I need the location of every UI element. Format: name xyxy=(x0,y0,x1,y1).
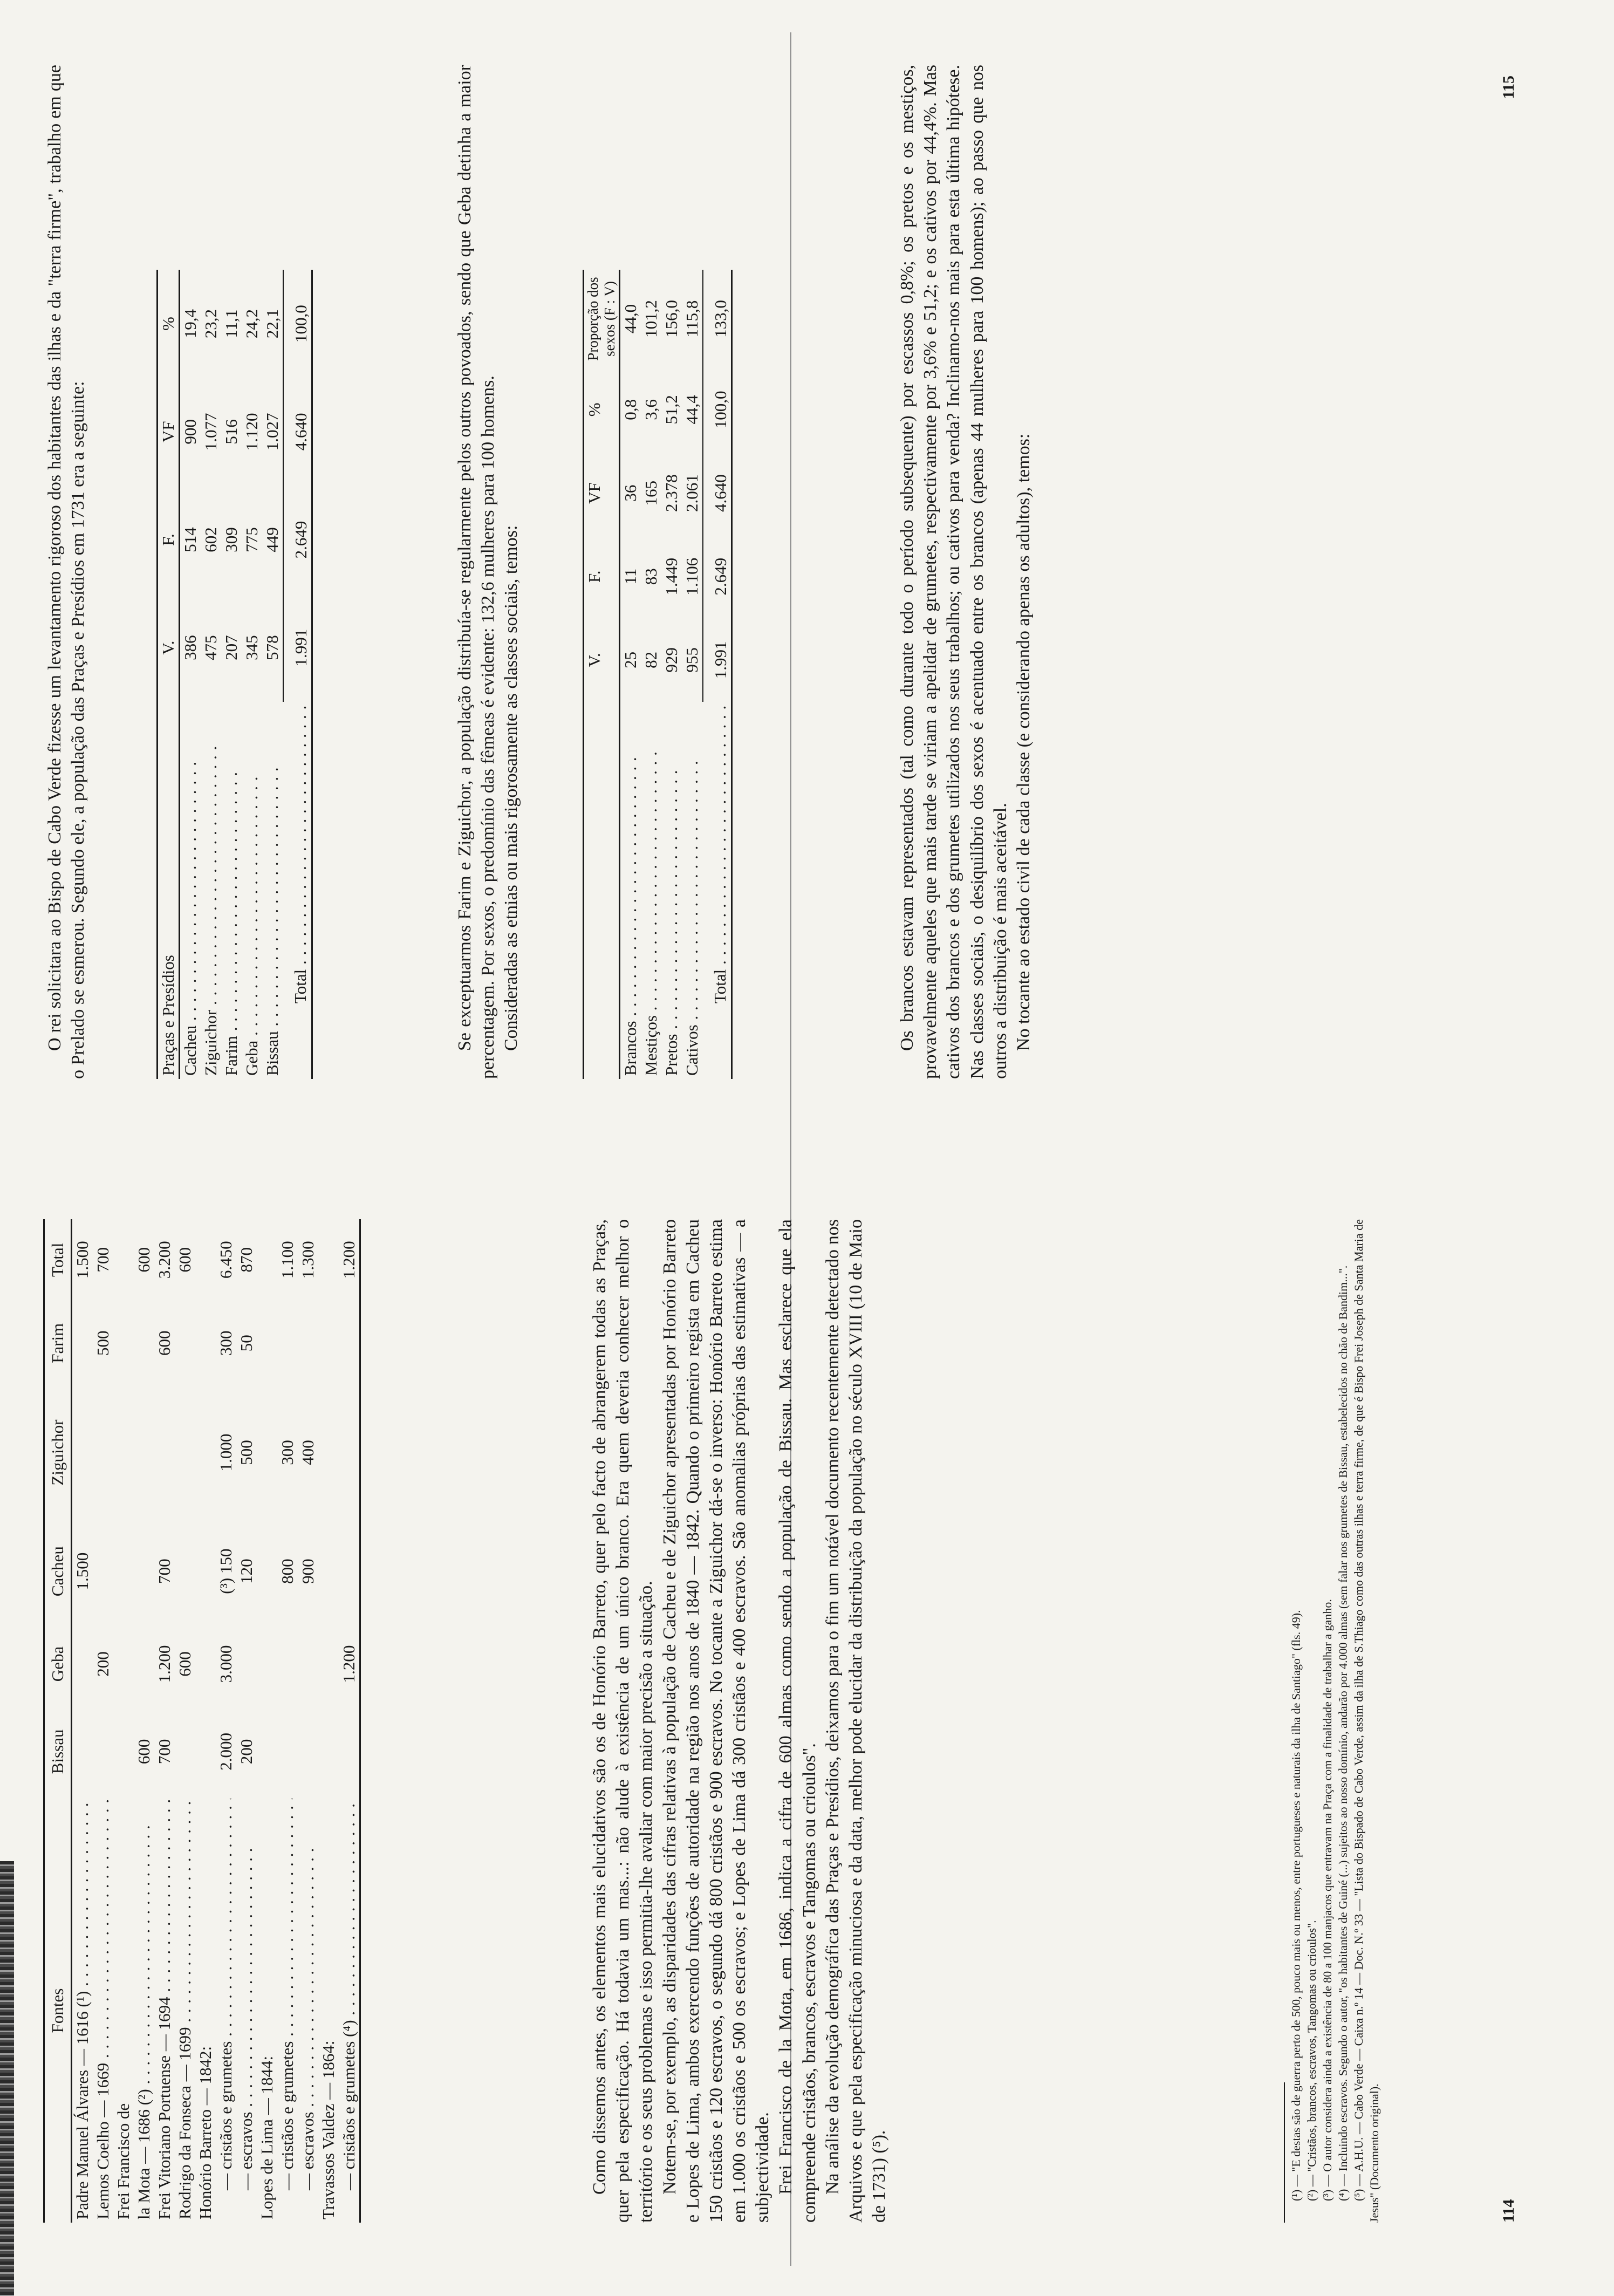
table-cell: 83 xyxy=(641,568,660,585)
column-header: Cacheu xyxy=(48,1546,67,1597)
table-cell: 101,2 xyxy=(641,300,660,338)
table-row xyxy=(134,1219,154,2223)
page-number: 115 xyxy=(1500,76,1517,99)
table-cell xyxy=(134,1301,154,1386)
table-cell: 600 xyxy=(175,1247,194,1273)
table2-header-row xyxy=(584,270,620,1079)
column-header xyxy=(584,702,620,1079)
table-row xyxy=(262,270,283,1079)
table-cell: 345 xyxy=(242,635,261,660)
population-by-class-table xyxy=(583,270,733,1079)
total-cell: 100,0 xyxy=(283,270,312,378)
table-cell: 1.027 xyxy=(263,413,282,451)
table-cell: 516 xyxy=(222,419,241,445)
table2-head xyxy=(584,270,620,1079)
table-cell xyxy=(113,1386,134,1519)
table-cell xyxy=(93,1386,113,1519)
table-row xyxy=(318,1219,339,2223)
column-header: % xyxy=(585,402,604,417)
row-label: Rodrigo da Fonseca — 1699 . . . xyxy=(175,1799,195,2223)
paragraph: Consideradas as etnias ou mais rigorosamente as classes sociais, temos: xyxy=(501,525,522,1051)
table-row xyxy=(195,1219,216,2223)
table-cell: 500 xyxy=(237,1440,256,1465)
table-cell xyxy=(277,1705,298,1799)
row-label: — cristãos e grumetes . . . xyxy=(277,1799,298,2223)
table-cell xyxy=(113,1519,134,1623)
total-cell: 133,0 xyxy=(703,270,732,368)
table-cell: 22,1 xyxy=(263,309,282,339)
table-cell: 36 xyxy=(621,484,640,502)
table-cell xyxy=(277,1301,298,1386)
table-row xyxy=(641,270,661,1079)
page-number: 114 xyxy=(1500,2199,1517,2223)
row-label: Lopes de Lima — 1844: xyxy=(257,2055,276,2219)
table-cell: 2.000 xyxy=(216,1732,235,1771)
table2-body xyxy=(620,270,732,1079)
table-cell xyxy=(339,1301,360,1386)
table-cell xyxy=(318,1519,339,1623)
table-cell xyxy=(175,1519,195,1623)
table-cell xyxy=(257,1219,277,1301)
table-cell: 775 xyxy=(242,527,261,552)
table-cell: 870 xyxy=(237,1247,256,1273)
table-cell xyxy=(257,1386,277,1519)
column-header: Bissau xyxy=(48,1729,67,1774)
table-cell xyxy=(318,1623,339,1704)
column-header: % xyxy=(159,317,177,331)
footnote: (³) — O autor considera ainda a existência de 80 a 100 manjacos que entravam na Praça com a finalidade de trabalhar a ganho. xyxy=(1321,1599,1335,2201)
table-cell xyxy=(298,1301,318,1386)
table-cell: 449 xyxy=(263,527,282,552)
column-header: Geba xyxy=(48,1646,67,1682)
table-row xyxy=(201,270,221,1079)
table-cell: 1.500 xyxy=(73,1241,92,1279)
footnotes xyxy=(1284,1219,1382,2223)
table-row xyxy=(175,1219,195,2223)
sources-table-head xyxy=(44,1219,72,2223)
table-row xyxy=(298,1219,318,2223)
footnote-rule xyxy=(1284,2082,1285,2223)
total-row xyxy=(703,270,732,1079)
table-cell: 600 xyxy=(175,1651,194,1677)
table-row xyxy=(154,1219,175,2223)
table-cell xyxy=(93,1519,113,1623)
table-cell: 3.000 xyxy=(216,1645,235,1683)
column-header: F. xyxy=(585,570,604,583)
sources-table-body xyxy=(72,1219,360,2223)
table-cell xyxy=(195,1386,216,1519)
total-cell: 1.991 xyxy=(703,618,732,702)
row-label: Mestiços . . . xyxy=(641,702,661,1079)
table-cell: 1.200 xyxy=(339,1645,358,1683)
row-label: Honório Barreto — 1842: xyxy=(196,2046,215,2219)
table-row xyxy=(257,1219,277,2223)
table-cell xyxy=(257,1623,277,1704)
total-cell: 1.991 xyxy=(283,594,312,702)
table1-head xyxy=(158,270,180,1079)
table-cell xyxy=(318,1386,339,1519)
paragraph: Frei Francisco de la Mota, em 1686, indica a cifra de 600 almas como sendo a população de Bissau. Mas esclarece que ela compreende cristãos, brancos, escravos e Tangomas ou crioulos". xyxy=(776,1219,819,2223)
table-cell: 44,0 xyxy=(621,304,640,334)
column-header: Ziguichor xyxy=(48,1419,67,1486)
paragraph: Na análise da evolução demográfica das Praças e Presídios, deixamos para o fim um notável documento recentemente detectado nos Arquivos e que pela especificação minuciosa e da data, melhor pode elucidar da distribuição da população no século XVIII (10 de Maio de 1731) (⁵). xyxy=(822,1219,890,2223)
table-cell: 1.106 xyxy=(682,557,701,596)
table-cell xyxy=(318,1301,339,1386)
table-cell xyxy=(113,1623,134,1704)
table-cell: 1.449 xyxy=(662,557,681,596)
table-cell xyxy=(134,1386,154,1519)
table-cell xyxy=(195,1219,216,1301)
table-row xyxy=(339,1219,360,2223)
population-by-praca-table xyxy=(156,270,313,1079)
row-label: Padre Manuel Álvares — 1616 (¹) . . . xyxy=(72,1799,93,2223)
table-cell xyxy=(175,1705,195,1799)
book-spread xyxy=(43,49,1543,2233)
table1-body xyxy=(180,270,312,1079)
total-row xyxy=(283,270,312,1079)
row-label: — escravos . . . xyxy=(236,1799,257,2223)
table-cell xyxy=(154,1386,175,1519)
table-cell: 207 xyxy=(222,635,241,660)
table-row xyxy=(620,270,641,1079)
table1-header-row xyxy=(158,270,180,1079)
table-cell: (³) 150 xyxy=(216,1548,235,1594)
table-cell: 309 xyxy=(222,527,241,552)
row-label: — escravos . . . xyxy=(298,1799,318,2223)
table-cell xyxy=(339,1386,360,1519)
column-header: V. xyxy=(159,640,177,655)
column-header: VF xyxy=(159,421,177,443)
table-cell: 2.061 xyxy=(682,474,701,512)
table-cell: 1.200 xyxy=(339,1241,358,1279)
table-cell: 1.200 xyxy=(155,1645,174,1683)
paragraph: Se exceptuarmos Farim e Ziguichor, a população distribuía-se regularmente pelos outros povoados, sendo que Geba detinha a maior percentagem. Por sexos, o predomínio das fêmeas é evidente: 132,6 mulheres para 100 homens. xyxy=(455,65,498,1079)
table-cell: 300 xyxy=(216,1330,235,1356)
table-cell: 200 xyxy=(93,1651,112,1677)
table-cell xyxy=(257,1301,277,1386)
table-row xyxy=(236,1219,257,2223)
row-label: la Mota — 1686 (²) . . . xyxy=(134,1799,154,2223)
table-cell: 602 xyxy=(201,527,220,552)
table-cell: 23,2 xyxy=(201,309,220,339)
row-label: Cacheu . . . xyxy=(180,702,201,1079)
table-row xyxy=(242,270,262,1079)
total-cell: 2.649 xyxy=(703,535,732,618)
table-cell xyxy=(298,1705,318,1799)
table-cell: 50 xyxy=(237,1335,256,1352)
table-cell: 44,4 xyxy=(682,395,701,425)
column-header: VF xyxy=(585,482,604,504)
table-cell: 115,8 xyxy=(682,300,701,338)
page-114 xyxy=(43,1219,1543,2233)
table-cell xyxy=(257,1705,277,1799)
paragraph: Os brancos estavam representados (tal como durante todo o período subsequente) por escassos 0,8%; os pretos e os mestiços, provavelmente aqueles que mais tarde se viriam a apelidar de grumetes, respectivamente por 3,6% e 51,2; e os cativos por 44,4%. Mas cativos dos brancos e dos grumetes utilizados nos seus trabalhos; ou cativos para venda? Inclinamo-nos mais para esta última hipótese. Nas classes sociais, o desiquilíbrio dos sexos é acentuado entre os brancos (apenas 44 mulheres para 100 homens); ao passo que nos outros a distribuição é mais aceitável. xyxy=(897,65,1010,1079)
table-row xyxy=(180,270,201,1079)
row-label: Bissau . . . xyxy=(262,702,283,1079)
paragraph: Como dissemos antes, os elementos mais elucidativos são os de Honório Barreto, quer pelo facto de abrangerem todas as Praças, quer pela especificação. Há todavia um mas...: não alude à existência de um único branco. Era quem deveria conhecer melhor o território e os seus problemas e isso permitia-lhe avaliar com maior precisão a situação. xyxy=(590,1219,656,2223)
table-cell: 3,6 xyxy=(641,399,660,420)
table-cell: 1.120 xyxy=(242,413,261,451)
table-cell xyxy=(339,1519,360,1623)
table-cell xyxy=(113,1301,134,1386)
table-row xyxy=(661,270,682,1079)
table-cell: 400 xyxy=(298,1440,317,1465)
table-cell xyxy=(277,1623,298,1704)
table-cell xyxy=(195,1623,216,1704)
paragraph: Notem-se, por exemplo, as disparidades das cifras relativas à população de Cacheu e de Ziguichor apresentadas por Honório Barreto e Lopes de Lima, ambos exercendo funções de autoridade na região nos anos de 1840 — 1842. Quando o primeiro regista em Cacheu 150 cristãos e 120 escravos, o segundo dá 800 cristãos e 900 escravos. No tocante a Ziguichor dá-se o inverso: Honório Barreto estima em 1.000 os cristãos e 500 os escravos; e Lopes de Lima dá 300 cristãos e 400 escravos. São anomalias próprias das estimativas — a subjectividade. xyxy=(659,1219,773,2223)
table-cell: 1.300 xyxy=(298,1241,317,1279)
table-cell: 578 xyxy=(263,635,282,660)
footnote: (⁴) — Incluindo escravos. Segundo o autor, "os habitantes de Guiné (...) sujeitos ao nosso domínio, andarão por 4.000 almas (sem falar nos grumetes de Bissau, estabelecidos no chão de Bandim...". xyxy=(1336,1265,1350,2201)
column-header: Total xyxy=(48,1242,67,1277)
row-label: Frei Vitoriano Portuense — 1694 . . . xyxy=(154,1799,175,2223)
table-cell: 600 xyxy=(134,1247,153,1273)
column-header: V. xyxy=(585,653,604,667)
page-115 xyxy=(43,65,1543,1079)
table-cell: 120 xyxy=(237,1559,256,1584)
intro-paragraph: O rei solicitara ao Bispo de Cabo Verde fizesse um levantamento rigoroso dos habitantes das ilhas e da "terra firme", trabalho em que o Prelado se esmerou. Segundo ele, a população das Praças e Presídios em 1731 era a seguinte: xyxy=(45,65,88,1079)
table-cell: 800 xyxy=(278,1559,297,1584)
footnote: (¹) — "E destas são de guerra perto de 500, pouco mais ou menos, entre portugueses e naturais da ilha de Santiago" (fls. 49). xyxy=(1289,1610,1303,2201)
table-cell xyxy=(195,1301,216,1386)
table-cell xyxy=(318,1705,339,1799)
table-cell xyxy=(257,1519,277,1623)
table-cell: 3.200 xyxy=(155,1241,174,1279)
table-cell xyxy=(72,1386,93,1519)
row-label: Farim . . . xyxy=(221,702,242,1079)
table-cell: 0,8 xyxy=(621,399,640,420)
table-cell xyxy=(134,1623,154,1704)
row-label: Geba . . . xyxy=(242,702,262,1079)
table-cell xyxy=(195,1705,216,1799)
right-closing-text xyxy=(895,65,1035,1079)
table-cell: 6.450 xyxy=(216,1241,235,1279)
table-cell: 11 xyxy=(621,568,640,585)
sources-table xyxy=(43,1219,361,2223)
table-cell: 386 xyxy=(181,635,200,660)
row-label: — cristãos e grumetes (⁴) . . . xyxy=(339,1799,360,2223)
table-cell xyxy=(72,1705,93,1799)
table-cell: 2.378 xyxy=(662,474,681,512)
table-row xyxy=(216,1219,236,2223)
row-label: Ziguichor . . . xyxy=(201,702,221,1079)
table-cell xyxy=(318,1219,339,1301)
table-row xyxy=(277,1219,298,2223)
total-cell: 4.640 xyxy=(703,452,732,535)
table-cell xyxy=(195,1519,216,1623)
total-label: Total . . . xyxy=(283,702,312,1079)
table-cell xyxy=(113,1219,134,1301)
table-cell: 200 xyxy=(237,1739,256,1765)
table-cell xyxy=(298,1623,318,1704)
table-cell: 900 xyxy=(181,419,200,445)
column-header: Farim xyxy=(48,1323,67,1363)
row-label: Cativos . . . xyxy=(682,702,703,1079)
scan-edge-noise xyxy=(0,1861,14,2296)
row-label: — cristãos e grumetes . . . xyxy=(216,1799,236,2223)
row-label: Pretos . . . xyxy=(661,702,682,1079)
paragraph: No tocante ao estado civil de cada classe (e considerando apenas os adultos), temos: xyxy=(1013,433,1034,1051)
total-cell: 2.649 xyxy=(283,486,312,593)
table-cell xyxy=(339,1705,360,1799)
table-cell: 600 xyxy=(134,1739,153,1765)
table-cell: 1.077 xyxy=(201,413,220,451)
table-cell: 24,2 xyxy=(242,309,261,339)
table-cell xyxy=(72,1623,93,1704)
table-row xyxy=(221,270,242,1079)
table-cell: 1.100 xyxy=(278,1241,297,1279)
total-cell: 4.640 xyxy=(283,378,312,486)
table-row xyxy=(682,270,703,1079)
table-cell: 165 xyxy=(641,480,660,506)
table-cell xyxy=(236,1623,257,1704)
table-cell xyxy=(134,1519,154,1623)
column-header: Praças e Presídios xyxy=(159,955,177,1076)
footnote: (²) — "Cristãos, brancos, escravos, Tangomas ou crioulos". xyxy=(1305,1920,1319,2201)
sources-header-row xyxy=(44,1219,72,2223)
table-cell: 929 xyxy=(662,647,681,673)
table-row xyxy=(72,1219,93,2223)
row-label: Lemos Coelho — 1669 . . . xyxy=(93,1799,113,2223)
column-header: Fontes xyxy=(48,1988,67,2033)
table-cell: 51,2 xyxy=(662,395,681,425)
row-label: Frei Francisco de xyxy=(114,2103,133,2219)
table-cell: 82 xyxy=(641,651,660,668)
right-middle-text xyxy=(453,65,523,1079)
table-cell: 500 xyxy=(93,1330,112,1356)
table-cell: 300 xyxy=(278,1440,297,1465)
table-cell: 25 xyxy=(621,651,640,668)
table-cell: 475 xyxy=(201,635,220,660)
total-label: Total . . . xyxy=(703,702,732,1079)
row-label: Brancos . . . xyxy=(620,702,641,1079)
table-cell: 19,4 xyxy=(181,309,200,339)
table-cell: 700 xyxy=(93,1247,112,1273)
table-cell xyxy=(93,1705,113,1799)
table-cell: 1.500 xyxy=(73,1552,92,1590)
column-header: F. xyxy=(159,534,177,546)
table-cell xyxy=(175,1301,195,1386)
table-cell: 11,1 xyxy=(222,309,241,338)
table-cell: 600 xyxy=(155,1330,174,1356)
left-body-text xyxy=(588,1219,891,2223)
table-cell: 955 xyxy=(682,647,701,673)
table-row xyxy=(113,1219,134,2223)
row-label: Travassos Valdez — 1864: xyxy=(319,2040,338,2219)
table-cell xyxy=(113,1705,134,1799)
table-cell: 156,0 xyxy=(662,300,681,338)
table-cell: 700 xyxy=(155,1559,174,1584)
column-header: Proporção dos sexos (F : V) xyxy=(585,277,618,361)
table-cell: 1.000 xyxy=(216,1433,235,1472)
table-cell xyxy=(175,1386,195,1519)
table-row xyxy=(93,1219,113,2223)
table-cell: 700 xyxy=(155,1739,174,1765)
table-cell: 514 xyxy=(181,527,200,552)
total-cell: 100,0 xyxy=(703,368,732,452)
table-cell: 900 xyxy=(298,1559,317,1584)
footnote: (⁵) — A.H.U. — Cabo Verde — Caixa n.º 14 — Doc. N.º 33 — "Lista do Bispado de Cabo Verde, assim da ilha de S.Thiago como das outras ilhas e terra firme, de que é Bispo Frei Joseph de Santa Maria de Jesus" (Documento original). xyxy=(1352,1219,1382,2223)
table-cell xyxy=(72,1301,93,1386)
